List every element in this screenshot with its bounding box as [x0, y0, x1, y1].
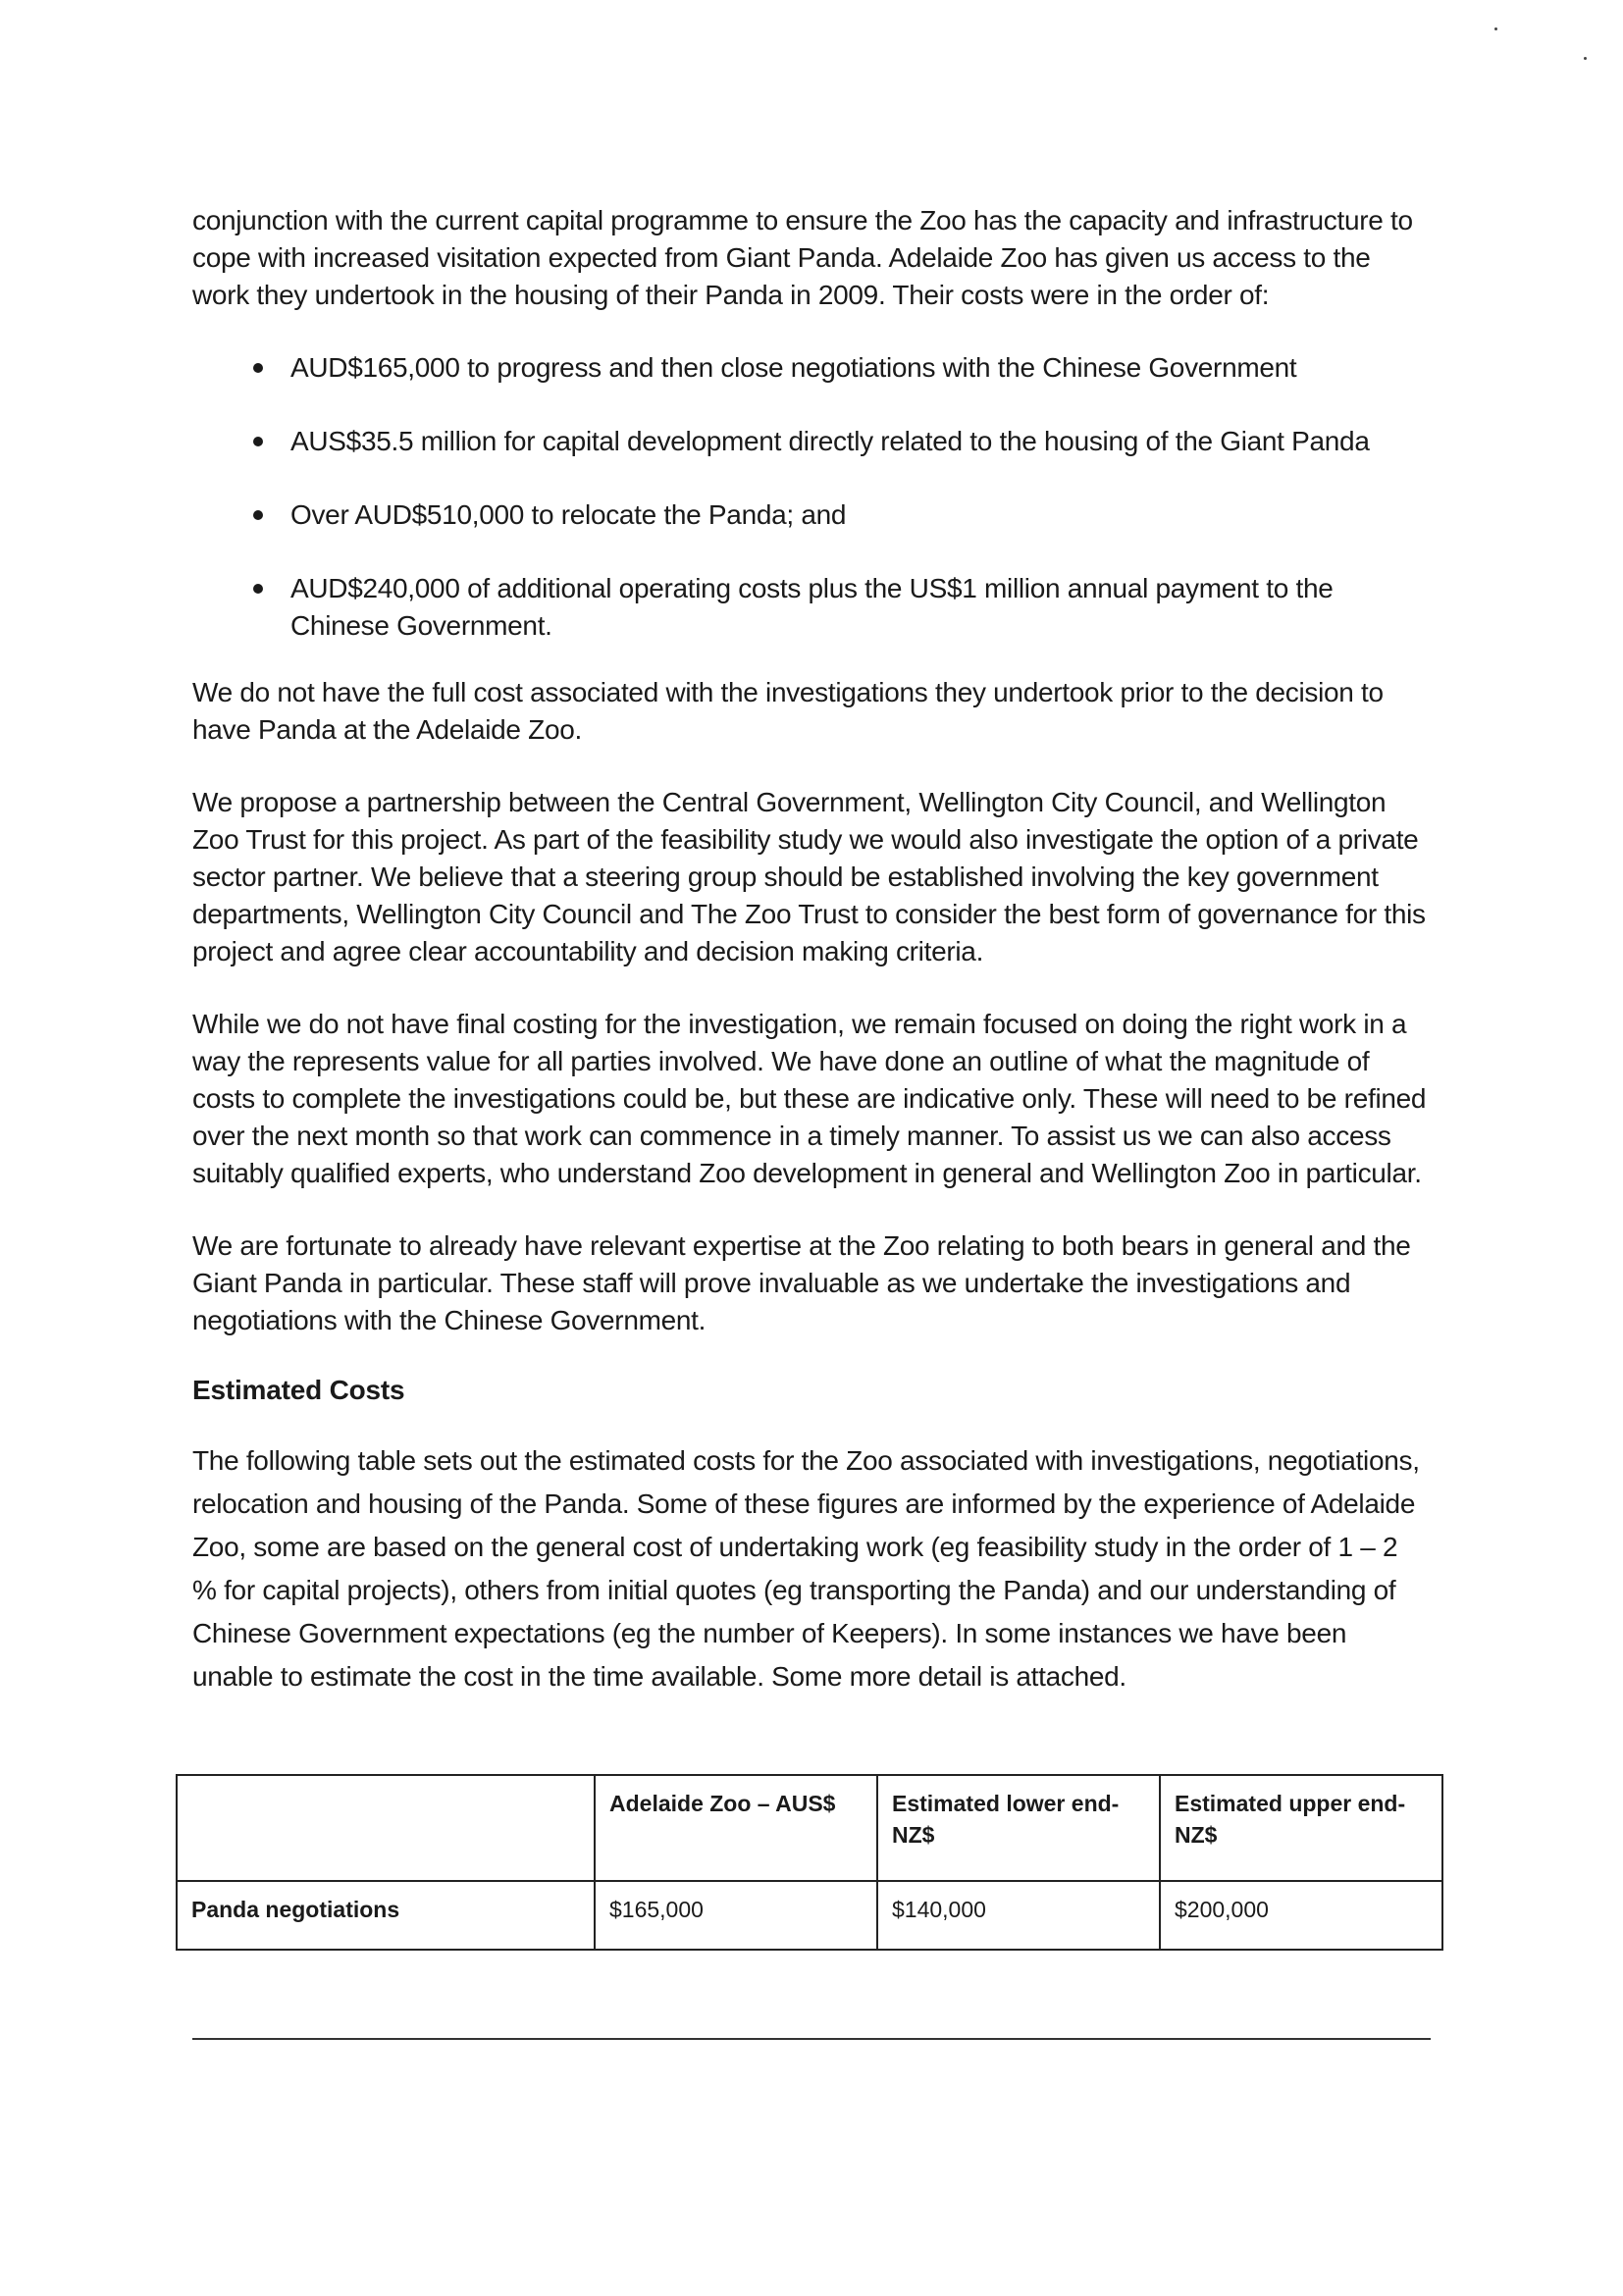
- intro-paragraph: conjunction with the current capital programme to ensure the Zoo has the capacity and infrastructure to cope with increased visitation expected from Giant Panda. Adelaide Zoo has given us access to the work they undertook in the housing of their Panda in 2009. Their costs were in the order of:: [192, 205, 1413, 310]
- table-header-cell: [177, 1775, 595, 1881]
- table-header-row: [177, 1775, 1442, 1881]
- table-cell: $200,000: [1160, 1881, 1442, 1950]
- table-cell: $165,000: [595, 1881, 877, 1950]
- list-item-text: Over AUD$510,000 to relocate the Panda; and: [290, 499, 847, 530]
- body-paragraph: We propose a partnership between the Central Government, Wellington City Council, and Wellington Zoo Trust for this project. As part of the feasibility study we would also investigate the option of a private sector partner. We believe that a steering group should be established involving the key government departments, Wellington City Council and The Zoo Trust to consider the best form of governance for this project and agree clear accountability and decision making criteria.: [192, 787, 1426, 966]
- body-paragraph: We are fortunate to already have relevant expertise at the Zoo relating to both bears in general and the Giant Panda in particular. These staff will prove invaluable as we undertake the investigations and negotiations with the Chinese Government.: [192, 1230, 1411, 1335]
- bullet-icon: [253, 363, 263, 373]
- list-item: [192, 349, 1429, 387]
- table-header-cell: Estimated upper end- NZ$: [1160, 1775, 1442, 1881]
- section-heading: Estimated Costs: [192, 1375, 405, 1405]
- list-item: [192, 423, 1429, 460]
- body-paragraph: While we do not have final costing for the investigation, we remain focused on doing the right work in a way the represents value for all parties involved. We have done an outline of what the magnitude of costs to complete the investigations could be, but these are indicative only. These will need to be refined over the next month so that work can commence in a timely manner. To assist us we can also access suitably qualified experts, who understand Zoo development in general and Wellington Zoo in particular.: [192, 1009, 1427, 1188]
- bullet-icon: [253, 437, 263, 446]
- estimated-costs-table: [176, 1774, 1443, 1951]
- bullet-icon: [253, 510, 263, 520]
- document-body: [192, 202, 1429, 1728]
- scan-speck: [1584, 57, 1587, 60]
- list-item: [192, 570, 1429, 645]
- list-item-text: AUD$165,000 to progress and then close negotiations with the Chinese Government: [290, 352, 1297, 383]
- scan-speck: [1494, 27, 1497, 30]
- list-item-text: AUD$240,000 of additional operating costs plus the US$1 million annual payment to the Chinese Government.: [290, 573, 1334, 641]
- table-row-label: Panda negotiations: [177, 1881, 595, 1950]
- list-item: [192, 496, 1429, 534]
- table-description: The following table sets out the estimated costs for the Zoo associated with investigations, negotiations, relocation and housing of the Panda. Some of these figures are informed by the experience of Adelaide Zoo, some are based on the general cost of undertaking work (eg feasibility study in the order of 1 – 2 % for capital projects), others from initial quotes (eg transporting the Panda) and our understanding of Chinese Government expectations (eg the number of Keepers). In some instances we have been unable to estimate the cost in the time available. Some more detail is attached.: [192, 1445, 1420, 1692]
- table-header-cell: Adelaide Zoo – AUS$: [595, 1775, 877, 1881]
- table-cell: $140,000: [877, 1881, 1160, 1950]
- table-row: [177, 1881, 1442, 1950]
- footer-divider: [192, 2038, 1431, 2040]
- bullet-icon: [253, 584, 263, 594]
- table-header-cell: Estimated lower end- NZ$: [877, 1775, 1160, 1881]
- adelaide-cost-list: [192, 349, 1429, 645]
- list-item-text: AUS$35.5 million for capital development directly related to the housing of the Giant Panda: [290, 426, 1370, 456]
- body-paragraph: We do not have the full cost associated with the investigations they undertook prior to the decision to have Panda at the Adelaide Zoo.: [192, 677, 1384, 745]
